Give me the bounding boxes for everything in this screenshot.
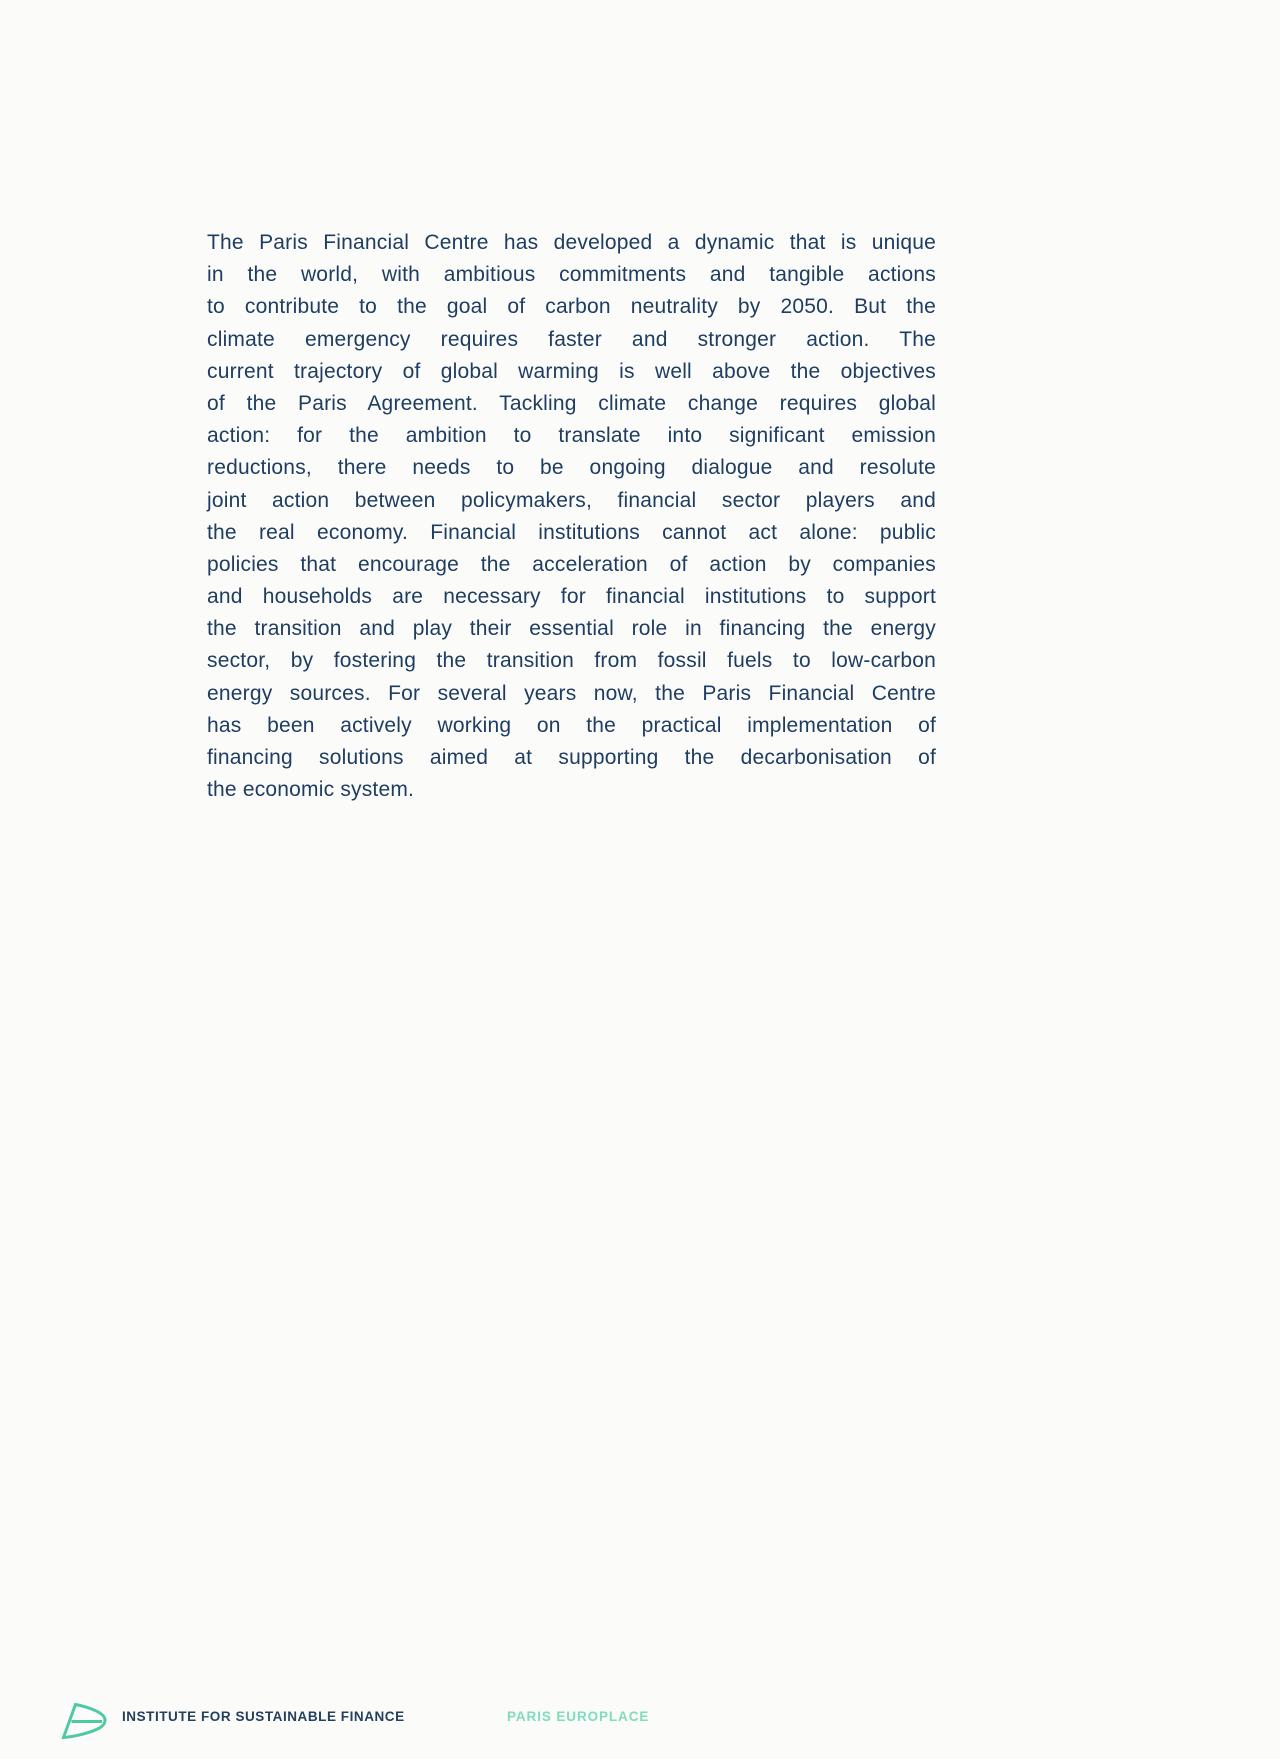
paragraph-line: The Paris Financial Centre has developed a dynamic that is unique bbox=[207, 231, 936, 254]
paragraph-line: and households are necessary for financial institutions to support bbox=[207, 585, 936, 609]
paragraph-line: to contribute to the goal of carbon neutrality by 2050. But the bbox=[207, 295, 936, 319]
page-footer bbox=[0, 1698, 1280, 1742]
institute-for-sustainable-finance-label: INSTITUTE FOR SUSTAINABLE FINANCE bbox=[122, 1709, 405, 1724]
paragraph-line: financing solutions aimed at supporting the decarbonisation of bbox=[207, 746, 936, 769]
isf-logo-icon bbox=[60, 1701, 108, 1741]
paragraph-line: joint action between policymakers, financial sector players and bbox=[207, 488, 936, 512]
paragraph-line: policies that encourage the acceleration of action by companies bbox=[207, 552, 936, 576]
main-paragraph bbox=[207, 227, 936, 806]
paris-europlace-label: PARIS EUROPLACE bbox=[507, 1709, 650, 1724]
paragraph-line: sector, by fostering the transition from fossil fuels to low-carbon bbox=[207, 649, 936, 673]
paragraph-line: in the world, with ambitious commitments and tangible actions bbox=[207, 263, 936, 287]
paragraph-line: of the Paris Agreement. Tackling climate change requires global bbox=[207, 391, 936, 415]
paragraph-line: the economic system. bbox=[207, 778, 415, 802]
paragraph-line: energy sources. For several years now, the Paris Financial Centre bbox=[207, 681, 936, 705]
paragraph-line: action: for the ambition to translate into significant emission bbox=[207, 424, 936, 448]
paragraph-line: climate emergency requires faster and stronger action. The bbox=[207, 327, 936, 351]
paragraph-line: the real economy. Financial institutions cannot act alone: public bbox=[207, 520, 936, 544]
paragraph-line: the transition and play their essential role in financing the energy bbox=[207, 617, 936, 641]
paragraph-line: reductions, there needs to be ongoing dialogue and resolute bbox=[207, 456, 936, 480]
paragraph-line: has been actively working on the practical implementation of bbox=[207, 713, 936, 737]
paragraph-line: current trajectory of global warming is well above the objectives bbox=[207, 359, 936, 383]
